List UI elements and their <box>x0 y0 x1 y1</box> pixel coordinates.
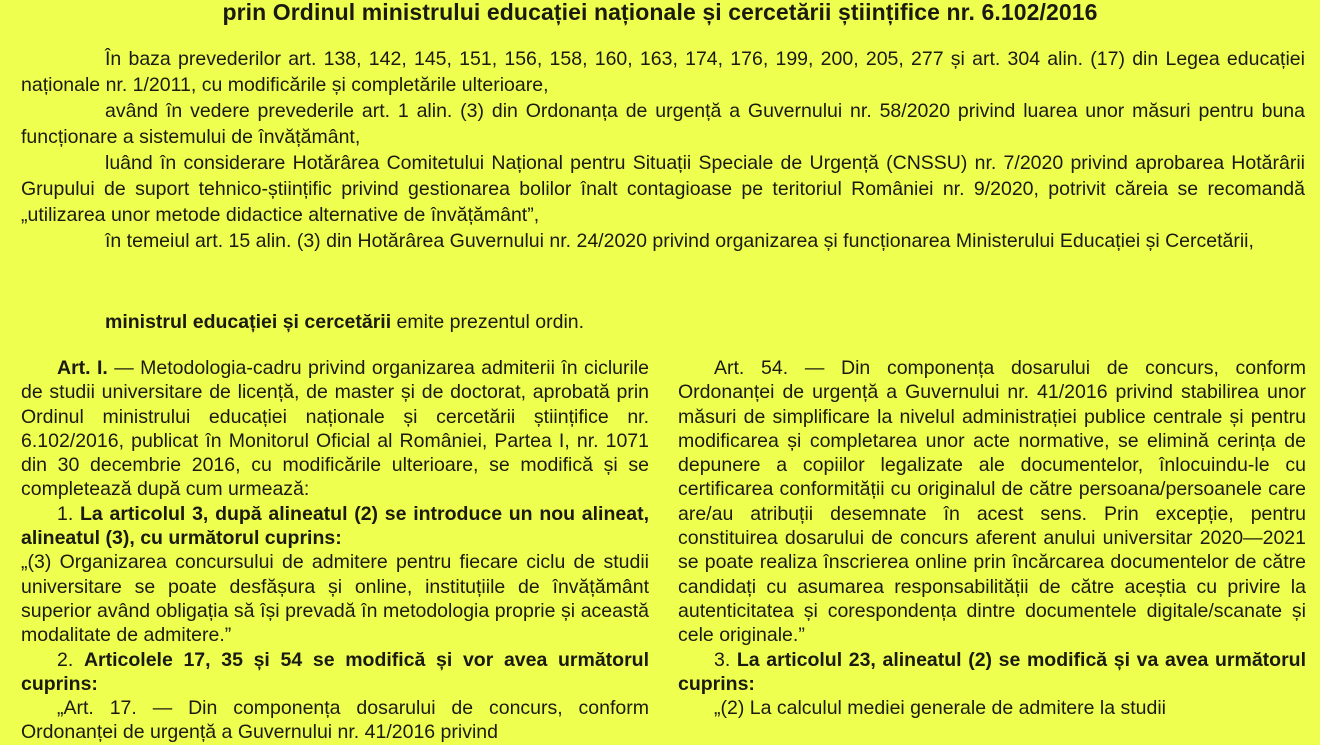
point-number: 3. <box>714 648 737 671</box>
page-title: prin Ordinul ministrului educației naționale și cercetării științifice nr. 6.102/2016 <box>222 0 1098 25</box>
preamble <box>21 46 1305 254</box>
preamble-paragraph: având în vedere prevederile art. 1 alin. (3) din Ordonanța de urgență a Guvernului nr. 58/2020 privind luarea unor măsuri pentru buna funcționare a sistemului de învățământ, <box>21 100 1305 148</box>
point-heading: La articolul 3, după alineatul (2) se introduce un nou alineat, alineatul (3), cu următorul cuprins: <box>21 502 649 550</box>
amendment-point <box>21 648 649 697</box>
emit-text: emite prezentul ordin. <box>391 311 585 333</box>
right-column <box>678 356 1306 720</box>
point-heading: La articolul 23, alineatul (2) se modifică și va avea următorul cuprins: <box>678 648 1306 695</box>
point-heading: Articolele 17, 35 și 54 se modifică și vor avea următorul cuprins: <box>21 648 650 695</box>
amendment-quote: „Art. 17. — Din componența dosarului de concurs, conform Ordonanței de urgență a Guvernului nr. 41/2016 privind <box>21 697 649 744</box>
amendment-point <box>678 648 1306 697</box>
article-label: Art. I. <box>57 357 108 379</box>
preamble-paragraph: În baza prevederilor art. 138, 142, 145, 151, 156, 158, 160, 163, 174, 176, 199, 200, 205, 277 și art. 304 alin. (17) din Legea educației naționale nr. 1/2011, cu modificările și completările ulterioare, <box>21 48 1305 96</box>
preamble-paragraph: luând în considerare Hotărârea Comitetului Național pentru Situații Speciale de Urgență (CNSSU) nr. 7/2020 privind aprobarea Hotărârii Grupului de suport tehnico-științific privind gestionarea bolilor înalt contagioase pe teritoriul României nr. 9/2020, potrivit căreia se recomandă „utilizarea unor metode didactice alternative de învățământ”, <box>21 152 1305 226</box>
issuing-authority: ministrul educației și cercetării <box>105 311 392 333</box>
amendment-point <box>21 502 649 551</box>
amendment-quote: „(2) La calculul mediei generale de admitere la studii <box>714 697 1166 720</box>
left-column <box>21 356 649 745</box>
preamble-paragraph: în temeiul art. 15 alin. (3) din Hotărârea Guvernului nr. 24/2020 privind organizarea și funcționarea Ministerului Educației și Cercetării, <box>105 230 1254 252</box>
point-number: 2. <box>57 648 84 671</box>
article-paragraph <box>21 356 649 502</box>
article-text: — Metodologia-cadru privind organizarea admiterii în ciclurile de studii universitare de licență, de master și de doctorat, aprobată prin Ordinul ministrului educației naționale și cercetării științifice nr. 6.102/2016, publicat în Monitorul Oficial al României, Partea I, nr. 1071 din 30 decembrie 2016, cu modificările ulterioare, se modifică și se completează după cum urmează: <box>21 357 650 501</box>
article-paragraph: Art. 54. — Din componența dosarului de concurs, conform Ordonanței de urgență a Guvernului nr. 41/2016 privind stabilirea unor măsuri de simplificare la nivelul administrației publice centrale și pentru modificarea și completarea unor acte normative, se elimină cerința de depunere a copiilor legalizate ale documentelor, înlocuindu-le cu certificarea conformității cu originalul de către persoana/persoanele care are/au atribuții desemnate în acest sens. Prin excepție, pentru constituirea dosarului de concurs aferent anului universitar 2020—2021 se poate realiza înscrierea online prin încărcarea documentelor de către candidați cu asumarea responsabilității de către aceștia cu privire la autenticitatea și corespondența dintre documentele digitale/scanate și cele originale.” <box>678 357 1306 647</box>
emit-statement <box>105 309 584 335</box>
point-number: 1. <box>57 502 80 525</box>
amendment-quote: „(3) Organizarea concursului de admitere pentru fiecare ciclu de studii universitare se poate desfășura și online, instituțiile de învățământ superior având obligația să își prevadă în metodologia proprie și această modalitate de admitere.” <box>21 551 649 647</box>
